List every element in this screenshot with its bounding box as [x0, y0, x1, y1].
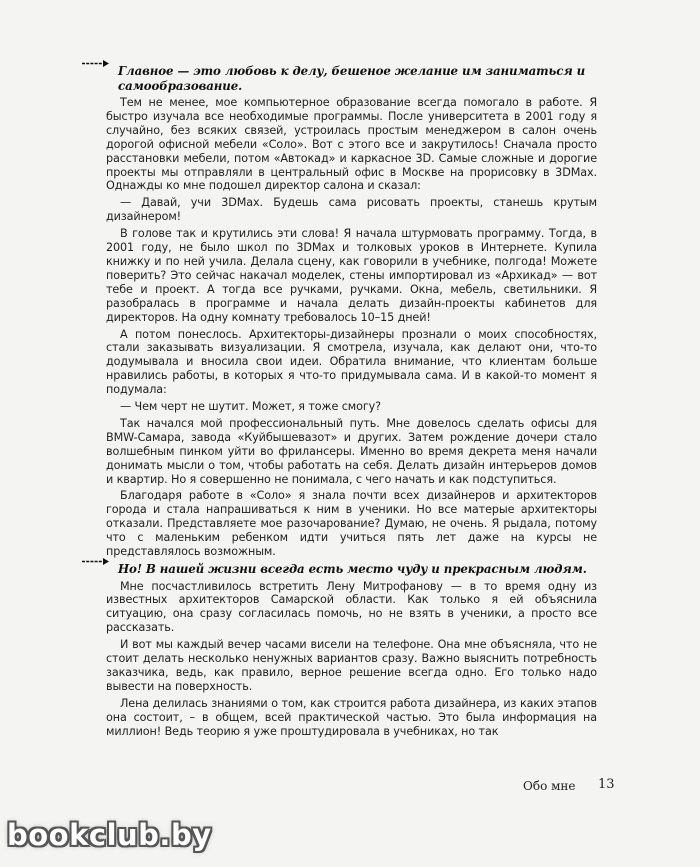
callout-highlight: [106, 562, 597, 577]
body-paragraph: Благодаря работе в «Соло» я знала почти всех дизайнеров и архитекторов города и стала напрашиваться к ним в ученики. Но все матерые архитекторы отказали. Представляете мое разочарование? Думаю, не очень. Я рыдала, потому что с маленьким ребенком идти учиться пять лет даже на курсы не представлялось возможным.: [106, 489, 597, 559]
body-paragraph: Так начался мой профессиональный путь. Мне довелось сделать офисы для BMW-Самара, завода «Куйбышевазот» и других. Затем рождение дочери стало волшебным пинком уйти во фрилансеры. Именно во время декрета меня начали донимать мысли о том, чтобы работать на себя. Делать дизайн интерьеров домов и квартир. Но я совершенно не понимала, с чего начать и как подступиться.: [106, 416, 597, 486]
body-paragraph: Тем не менее, мое компьютерное образование всегда помогало в работе. Я быстро изучала все необходимые программы. После университета в 2001 году я случайно, без всяких связей, устроилась простым менеджером в салон очень дорогой офисной мебели «Соло». Вот с этого все и закрутилось! Сначала просто расстановки мебели, потом «Автокад» и каркасное 3D. Самые сложные и дорогие проекты мы отправляли в центральный офис в Москве на прорисовку в 3DMax. Однажды ко мне подошел директор салона и сказал:: [106, 96, 597, 193]
body-paragraph: Лена делилась знаниями о том, как строится работа дизайнера, из каких этапов она состоит, – в общем, всей практической частью. Это была информация на миллион! Ведь теорию я уже проштудировала в учебниках, но так: [106, 696, 597, 738]
callout-text: Но! В нашей жизни всегда есть место чуду и прекрасным людям.: [118, 562, 587, 576]
body-paragraph: Мне посчастливилось встретить Лену Митрофанову — в то время одну из известных архитекторов Самарской области. Как только я ей объяснила ситуацию, она сразу согласилась помочь, но не взять в ученики, а просто все рассказать.: [106, 579, 597, 635]
body-paragraph: А потом понеслось. Архитекторы-дизайнеры прознали о моих способностях, стали заказывать визуализации. Я смотрела, изучала, как делают они, что-то додумывала и вносила свои идеи. Обратила внимание, что клиентам больше нравились работы, в которых я что-то придумывала сама. И в какой-то момент я подумала:: [106, 327, 597, 397]
page-number: 13: [598, 777, 615, 792]
callout-text: Главное — это любовь к делу, бешеное желание им заниматься и самообразование.: [118, 64, 586, 93]
body-paragraph: — Давай, учи 3DMax. Будешь сама рисовать проекты, станешь крутым дизайнером!: [106, 196, 597, 224]
body-paragraph: В голове так и крутились эти слова! Я начала штурмовать программу. Тогда, в 2001 году, не было школ по 3DMax и толковых уроков в Интернете. Купила книжку и по ней учила. Делала сцену, как говорили в учебнике, полгода! Можете поверить? Это сейчас накачал моделек, стены импортировал из «Архикад» — вот тебе и проект. А тогда все ручками, ручками. Окна, мебель, светильники. Я разобралась в программе и начала делать дизайн-проекты кабинетов для директоров. На одну комнату требовалось 10–15 дней!: [106, 227, 597, 324]
running-footer-section: Обо мне: [523, 779, 576, 793]
site-watermark: bookclub.by: [7, 818, 212, 852]
page-body: [106, 64, 597, 741]
body-paragraph: И вот мы каждый вечер часами висели на телефоне. Она мне объясняла, что не стоит делать несколько ненужных вариантов сразу. Важно выяснить потребность заказчика, ведь, как правило, верное решение всегда одно. Его только надо вывести на поверхность.: [106, 638, 597, 693]
callout-highlight: [106, 64, 597, 93]
body-paragraph: — Чем черт не шутит. Может, я тоже смогу?: [120, 400, 382, 414]
callout-arrow-icon: [82, 59, 110, 68]
callout-arrow-icon: [82, 557, 110, 566]
